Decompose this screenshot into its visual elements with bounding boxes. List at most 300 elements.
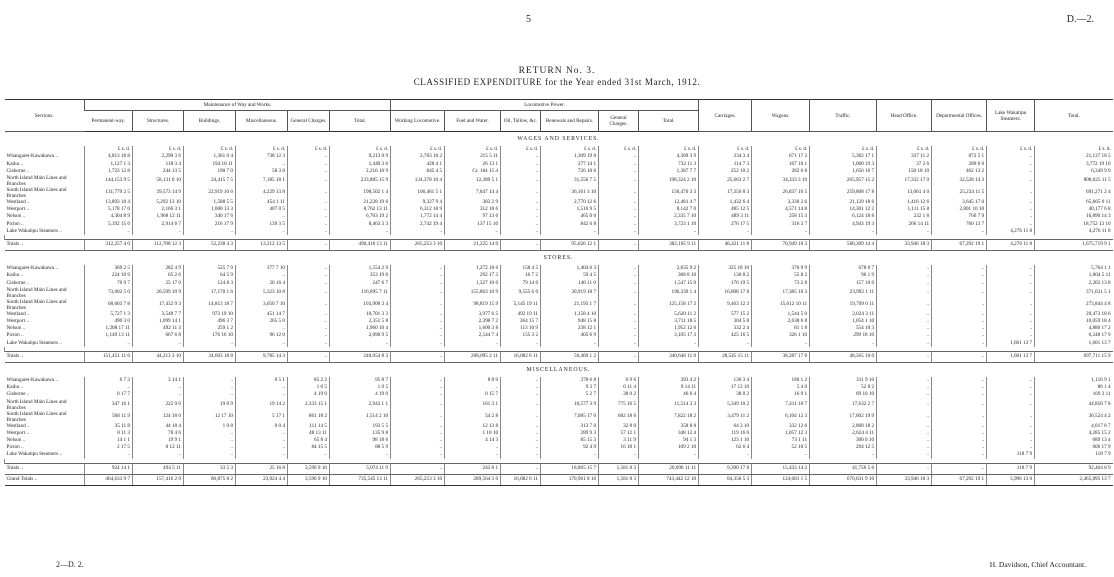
table-cell: 2,202 13 8: [1035, 280, 1113, 287]
table-cell: ..: [236, 437, 288, 444]
table-cell: 0 15 7: [445, 391, 501, 398]
table-cell: 2,333 15 1: [288, 399, 330, 411]
table-cell: 52 10 5: [752, 444, 810, 451]
table-cell: ..: [391, 280, 445, 287]
table-cell: 96 1 9: [810, 272, 877, 279]
table-cell: ..: [288, 332, 330, 339]
table-cell: 4 14 3: [445, 437, 501, 444]
table-cell: 1,723 12 8: [85, 168, 133, 175]
table-cell: 678 0 7: [810, 265, 877, 272]
table-cell: 1,601 13 7: [1035, 340, 1113, 347]
table-cell: ..: [288, 175, 330, 187]
col-permanent-way: Permanent-way.: [91, 118, 125, 124]
col-lake-wakatipu: Lake Wakatipu Steamers.: [987, 100, 1035, 132]
table-cell: ..: [391, 332, 445, 339]
table-cell: 948 15 8: [541, 318, 599, 325]
table-cell: 5 17 1: [236, 411, 288, 423]
row-label: Nelson ..: [6, 213, 26, 220]
table-cell: ..: [877, 299, 932, 311]
table-cell: 4,229 13 8: [236, 187, 288, 199]
table-cell: 13,212 13 5: [236, 240, 288, 251]
table-cell: 1,432 6 4: [699, 199, 752, 206]
table-cell: 775 16 5: [599, 399, 639, 411]
table-row: [5, 423, 1113, 430]
table-cell: ..: [932, 280, 987, 287]
table-cell: 337 11 2: [877, 153, 932, 160]
table-cell: 6,703 19 2: [330, 213, 391, 220]
table-cell: 2,290 3 6: [133, 153, 184, 160]
table-cell: 10,701 3 3: [330, 311, 391, 318]
table-cell: ..: [599, 340, 639, 347]
table-cell: 158 4 5: [501, 265, 541, 272]
table-cell: 70,949 10 3: [752, 240, 810, 251]
table-cell: ..: [445, 444, 501, 451]
table-cell: 52 8 2: [810, 384, 877, 391]
table-cell: £ s. d.: [236, 146, 288, 153]
table-cell: 4,276 11 8: [987, 240, 1035, 251]
table-row: [5, 391, 1113, 398]
table-cell: 124 18 0: [133, 411, 184, 423]
table-cell: 1,054 1 10: [810, 318, 877, 325]
footer-signature: H. Davidson, Chief Accountant.: [989, 560, 1086, 569]
table-cell: 150 18 10: [877, 168, 932, 175]
table-cell: £ s. d.: [184, 146, 236, 153]
table-cell: 1,554 2 9: [330, 265, 391, 272]
table-cell: 48 13 11: [288, 430, 330, 437]
col-fuel-water: Fuel and Water.: [445, 111, 501, 132]
table-cell: 14,301 12 2: [810, 206, 877, 213]
table-cell: ..: [987, 221, 1035, 228]
table-cell: ..: [236, 161, 288, 168]
table-body: [5, 132, 1113, 486]
col-traffic: Traffic.: [810, 100, 877, 132]
table-cell: 36,161 3 10: [541, 187, 599, 199]
table-cell: ..: [877, 463, 932, 474]
table-cell: ..: [877, 311, 932, 318]
table-cell: 41,756 5 6: [810, 463, 877, 474]
table-cell: 7,822 18 2: [639, 411, 699, 423]
table-cell: 169 3 11: [1035, 391, 1113, 398]
table-cell: 34,603 18 8: [184, 351, 236, 362]
table-cell: ..: [877, 351, 932, 362]
table-cell: ..: [288, 280, 330, 287]
table-cell: ..: [288, 325, 330, 332]
section-heading-row: [5, 132, 1113, 147]
table-cell: ..: [236, 228, 288, 235]
table-cell: 4,309 3 9: [639, 153, 699, 160]
table-cell: 1,208 17 11: [85, 325, 133, 332]
table-cell: 5,620 11 2: [639, 311, 699, 318]
row-label: Kaihu ..: [6, 384, 24, 391]
table-cell: ..: [599, 280, 639, 287]
table-cell: ..: [445, 228, 501, 235]
table-cell: 289 9 3: [541, 430, 599, 437]
table-row: [5, 430, 1113, 437]
table-cell: 35 11 8: [85, 423, 133, 430]
table-cell: ..: [330, 451, 391, 458]
table-cell: 464,633 9 7: [85, 474, 133, 485]
table-cell: 12,389 5 1: [445, 175, 501, 187]
table-cell: 370 9 9: [752, 265, 810, 272]
table-cell: 1 10 10: [445, 430, 501, 437]
table-cell: ..: [599, 168, 639, 175]
table-cell: £ s. d.: [932, 146, 987, 153]
col-sections: Sections.: [5, 100, 85, 132]
table-cell: 316 3 7: [752, 221, 810, 228]
table-cell: 6,124 18 8: [810, 213, 877, 220]
table-cell: ..: [391, 299, 445, 311]
table-cell: 16 18 1: [599, 444, 639, 451]
table-cell: 340,646 11 0: [639, 351, 699, 362]
table-cell: ..: [932, 411, 987, 423]
table-cell: ..: [184, 384, 236, 391]
row-label: Whangarei-Kawakawa ..: [6, 265, 58, 272]
table-cell: 46,421 11 8: [699, 240, 752, 251]
table-cell: 8,463 3 3: [330, 221, 391, 228]
table-cell: ..: [932, 228, 987, 235]
table-cell: 190 7 0: [184, 168, 236, 175]
table-cell: 130 8 2: [699, 272, 752, 279]
table-cell: 1,000 13 3: [184, 206, 236, 213]
table-cell: 1,416 12 6: [877, 199, 932, 206]
table-cell: ..: [987, 391, 1035, 398]
table-cell: 861 18 2: [288, 411, 330, 423]
table-cell: ..: [501, 451, 541, 458]
totals-row: [5, 240, 1113, 251]
table-cell: 233,885 15 9: [330, 175, 391, 187]
table-cell: ..: [987, 332, 1035, 339]
table-cell: 311 9 10: [810, 377, 877, 384]
table-cell: 2,024 3 11: [810, 311, 877, 318]
table-cell: 8 11 3: [85, 430, 133, 437]
table-cell: ..: [85, 384, 133, 391]
table-cell: £ s. d.: [85, 146, 133, 153]
table-cell: 34,333 3 10: [752, 175, 810, 187]
table-cell: ..: [599, 213, 639, 220]
section-heading: MISCELLANEOUS.: [526, 366, 591, 373]
table-cell: 92 4 9: [541, 444, 599, 451]
table-cell: 4,304 8 9: [85, 213, 133, 220]
table-cell: 113 10 9: [501, 325, 541, 332]
table-cell: 3 11 9: [599, 437, 639, 444]
table-cell: 9,327 9 4: [391, 199, 445, 206]
table-cell: 428 4 1: [391, 161, 445, 168]
table-cell: ..: [987, 399, 1035, 411]
col-structures: Structures.: [133, 111, 184, 132]
table-cell: ..: [877, 325, 932, 332]
table-cell: 26 13 1: [445, 161, 501, 168]
table-cell: 299 18 10: [810, 332, 877, 339]
table-cell: 1,960 10 4: [330, 325, 391, 332]
table-cell: ..: [599, 311, 639, 318]
table-cell: ..: [288, 161, 330, 168]
table-cell: ..: [877, 411, 932, 423]
table-cell: ..: [877, 272, 932, 279]
table-cell: ..: [501, 444, 541, 451]
row-label: Westland ..: [6, 199, 30, 206]
table-cell: ..: [599, 228, 639, 235]
table-cell: ..: [932, 384, 987, 391]
table-cell: ..: [133, 391, 184, 398]
table-cell: ..: [391, 437, 445, 444]
table-cell: ..: [391, 451, 445, 458]
table-cell: 17,385 16 3: [752, 287, 810, 299]
table-cell: 7,847 14 4: [445, 187, 501, 199]
table-cell: ..: [288, 265, 330, 272]
table-cell: 5,292 13 10: [133, 199, 184, 206]
col-working-locomotive: Working Locomotive.: [391, 111, 445, 132]
table-cell: ..: [501, 340, 541, 347]
table-cell: ..: [501, 391, 541, 398]
table-cell: 1 0 8: [184, 423, 236, 430]
table-cell: 326 1 10: [752, 332, 810, 339]
table-cell: 2,166 3 1: [133, 206, 184, 213]
table-cell: 259,808 17 8: [810, 187, 877, 199]
table-cell: 124 8 3: [184, 280, 236, 287]
table-cell: 1,361 0 4: [184, 153, 236, 160]
table-cell: ..: [987, 153, 1035, 160]
table-cell: 8 8 0: [445, 377, 501, 384]
table-cell: ..: [599, 272, 639, 279]
table-cell: ..: [987, 265, 1035, 272]
table-cell: 21,228 19 6: [330, 199, 391, 206]
table-cell: ..: [932, 430, 987, 437]
table-cell: 3,645 17 0: [932, 199, 987, 206]
table-cell: 97 13 6: [445, 213, 501, 220]
table-cell: 3,977 6 5: [445, 311, 501, 318]
table-cell: 44,850 7 8: [1035, 399, 1113, 411]
table-cell: 691,271 2 4: [1035, 187, 1113, 199]
table-cell: ..: [85, 451, 133, 458]
table-cell: ..: [932, 325, 987, 332]
table-cell: 3,596 9 10: [288, 474, 330, 485]
table-cell: 10,059 18 4: [1035, 318, 1113, 325]
table-row: [5, 199, 1113, 206]
row-label: Picton ..: [6, 332, 24, 339]
table-cell: 1,601 13 7: [987, 351, 1035, 362]
table-cell: 378 6 8: [541, 377, 599, 384]
table-cell: ..: [391, 411, 445, 423]
table-cell: 24,415 7 5: [184, 175, 236, 187]
table-row: [5, 221, 1113, 228]
table-cell: ..: [236, 272, 288, 279]
table-cell: ..: [877, 444, 932, 451]
row-label: Lake Wakatipu Steamers ..: [6, 339, 63, 346]
table-cell: ..: [932, 272, 987, 279]
col-miscellaneous: Miscellaneous.: [236, 111, 288, 132]
table-cell: 21,193 1 7: [541, 299, 599, 311]
col-departmental-offices: Departmental Offices.: [932, 100, 987, 132]
section-heading: STORES.: [543, 255, 574, 262]
table-cell: 21,137 18 5: [1035, 153, 1113, 160]
table-cell: ..: [391, 399, 445, 411]
table-cell: ..: [987, 325, 1035, 332]
table-cell: 240,054 8 3: [330, 351, 391, 362]
table-cell: 492 11 3: [133, 325, 184, 332]
table-cell: 116,895 7 11: [330, 287, 391, 299]
table-cell: 494 5 11: [133, 463, 184, 474]
table-row: [5, 437, 1113, 444]
table-cell: 0 5 1: [236, 377, 288, 384]
table-cell: ..: [501, 228, 541, 235]
table-row: [5, 187, 1113, 199]
table-cell: ..: [877, 332, 932, 339]
table-cell: ..: [987, 299, 1035, 311]
table-cell: 2,090 9 5: [330, 332, 391, 339]
table-cell: ..: [699, 228, 752, 235]
table-cell: 364 15 7: [501, 318, 541, 325]
table-cell: 259 1 2: [184, 325, 236, 332]
table-cell: ..: [599, 161, 639, 168]
table-cell: ..: [133, 340, 184, 347]
table-cell: 845 4 5: [391, 168, 445, 175]
table-cell: 405 6 9: [541, 332, 599, 339]
table-cell: 19 9 1: [133, 437, 184, 444]
table-cell: 425 16 5: [699, 332, 752, 339]
table-cell: ..: [987, 437, 1035, 444]
row-label: North Island Main Lines and Branches: [6, 175, 67, 188]
table-cell: 7,185 18 1: [236, 175, 288, 187]
table-cell: 73,602 5 0: [85, 287, 133, 299]
table-cell: 135 9 8: [330, 430, 391, 437]
table-cell: ..: [599, 332, 639, 339]
table-cell: 180 1 2: [752, 377, 810, 384]
table-cell: 16 7 2: [501, 272, 541, 279]
table-cell: 56,469 1 2: [541, 351, 599, 362]
table-cell: £ s. d.: [541, 146, 599, 153]
table-cell: 12,481 4 7: [639, 199, 699, 206]
table-cell: £ s. d.: [599, 146, 639, 153]
table-cell: ..: [445, 451, 501, 458]
table-cell: ..: [391, 325, 445, 332]
table-cell: 4,880 17 2: [1035, 325, 1113, 332]
table-cell: 280 6 0: [932, 161, 987, 168]
table-cell: ..: [541, 340, 599, 347]
table-cell: 0 12 11: [133, 444, 184, 451]
col-wagons: Wagons.: [752, 100, 810, 132]
table-cell: ..: [932, 423, 987, 430]
table-cell: 58,131 0 10: [133, 175, 184, 187]
table-cell: 136 3 4: [699, 377, 752, 384]
table-cell: ..: [288, 287, 330, 299]
table-cell: ..: [184, 391, 236, 398]
table-cell: 44,213 3 10: [133, 351, 184, 362]
table-cell: 2,398 7 2: [445, 318, 501, 325]
table-cell: ..: [501, 175, 541, 187]
table-cell: 238 12 1: [541, 325, 599, 332]
table-cell: 5,349 10 2: [699, 399, 752, 411]
table-cell: 2,544 7 4: [445, 332, 501, 339]
table-cell: 79 14 0: [501, 280, 541, 287]
return-subtitle: CLASSIFIED EXPENDITURE for the Year ended 31st March, 1912.: [413, 77, 701, 87]
table-cell: 6,312 18 9: [391, 206, 445, 213]
table-cell: 451 14 7: [236, 311, 288, 318]
table-cell: 369 2 5: [85, 265, 133, 272]
table-cell: 1,158 4 10: [541, 311, 599, 318]
table-cell: 924 14 1: [85, 463, 133, 474]
table-cell: 20,690 11 11: [639, 463, 699, 474]
table-cell: ..: [391, 444, 445, 451]
table-cell: 33,946 18 3: [877, 474, 932, 485]
table-cell: 73 1 11: [752, 437, 810, 444]
table-cell: ..: [987, 411, 1035, 423]
table-cell: 106,461 5 1: [391, 187, 445, 199]
table-cell: 12 13 8: [445, 423, 501, 430]
table-cell: ..: [599, 206, 639, 213]
table-cell: 334 3 4: [699, 153, 752, 160]
table-cell: ..: [391, 287, 445, 299]
table-cell: 13,893 18 4: [85, 199, 133, 206]
table-cell: 382,105 9 11: [639, 240, 699, 251]
table-cell: 20,599 10 9: [133, 287, 184, 299]
table-cell: 13,061 4 0: [877, 187, 932, 199]
table-cell: 140 11 0: [541, 280, 599, 287]
table-cell: 1,581 8 3: [599, 474, 639, 485]
table-cell: ..: [599, 240, 639, 251]
table-cell: ..: [541, 228, 599, 235]
table-cell: 282 6 8: [752, 168, 810, 175]
table-cell: 81 1 8: [752, 325, 810, 332]
table-cell: 5,996 13 0: [987, 474, 1035, 485]
table-cell: 3,711 18 5: [639, 318, 699, 325]
table-cell: 26,837 16 5: [752, 187, 810, 199]
table-cell: ..: [184, 444, 236, 451]
table-cell: 872 5 1: [932, 153, 987, 160]
table-cell: 2,465,895 13 7: [1035, 474, 1113, 485]
table-cell: ..: [184, 437, 236, 444]
table-cell: ..: [877, 384, 932, 391]
table-cell: 682 18 6: [599, 411, 639, 423]
table-cell: ..: [391, 430, 445, 437]
table-cell: 325 18 10: [699, 265, 752, 272]
table-cell: £ s. d.: [877, 146, 932, 153]
table-cell: 95,626 12 1: [541, 240, 599, 251]
table-cell: ..: [987, 280, 1035, 287]
table-cell: 69 10 10: [810, 391, 877, 398]
table-cell: 2,783 18 2: [391, 153, 445, 160]
table-cell: 17,332 17 0: [877, 175, 932, 187]
table-row: [5, 399, 1113, 411]
table-cell: 292 17 3: [445, 272, 501, 279]
table-cell: ..: [987, 187, 1035, 199]
table-cell: 760 13 7: [932, 221, 987, 228]
table-cell: ..: [501, 463, 541, 474]
group-locomotive: Locomotive Power.: [391, 100, 699, 111]
table-cell: ..: [877, 399, 932, 411]
table-cell: 842 6 8: [541, 221, 599, 228]
table-cell: 139 3 5: [236, 221, 288, 228]
table-cell: 167 10 1: [752, 161, 810, 168]
table-cell: 6,248 17 9: [1035, 332, 1113, 339]
table-cell: 489 3 11: [699, 213, 752, 220]
table-cell: ..: [391, 423, 445, 430]
table-cell: 38 0 2: [699, 391, 752, 398]
table-cell: 5,178 17 0: [85, 206, 133, 213]
table-cell: ..: [877, 280, 932, 287]
table-cell: ..: [391, 318, 445, 325]
table-cell: ..: [877, 318, 932, 325]
table-cell: ..: [236, 340, 288, 347]
table-cell: 5,074 11 9: [330, 463, 391, 474]
table-cell: ..: [599, 325, 639, 332]
table-cell: 8,142 7 0: [639, 206, 699, 213]
table-cell: ..: [501, 384, 541, 391]
table-cell: 84,358 5 3: [699, 474, 752, 485]
table-cell: 78 4 6: [133, 430, 184, 437]
table-cell: 64 5 9: [184, 272, 236, 279]
table-cell: ..: [184, 228, 236, 235]
table-cell: 32 8 0: [599, 423, 639, 430]
